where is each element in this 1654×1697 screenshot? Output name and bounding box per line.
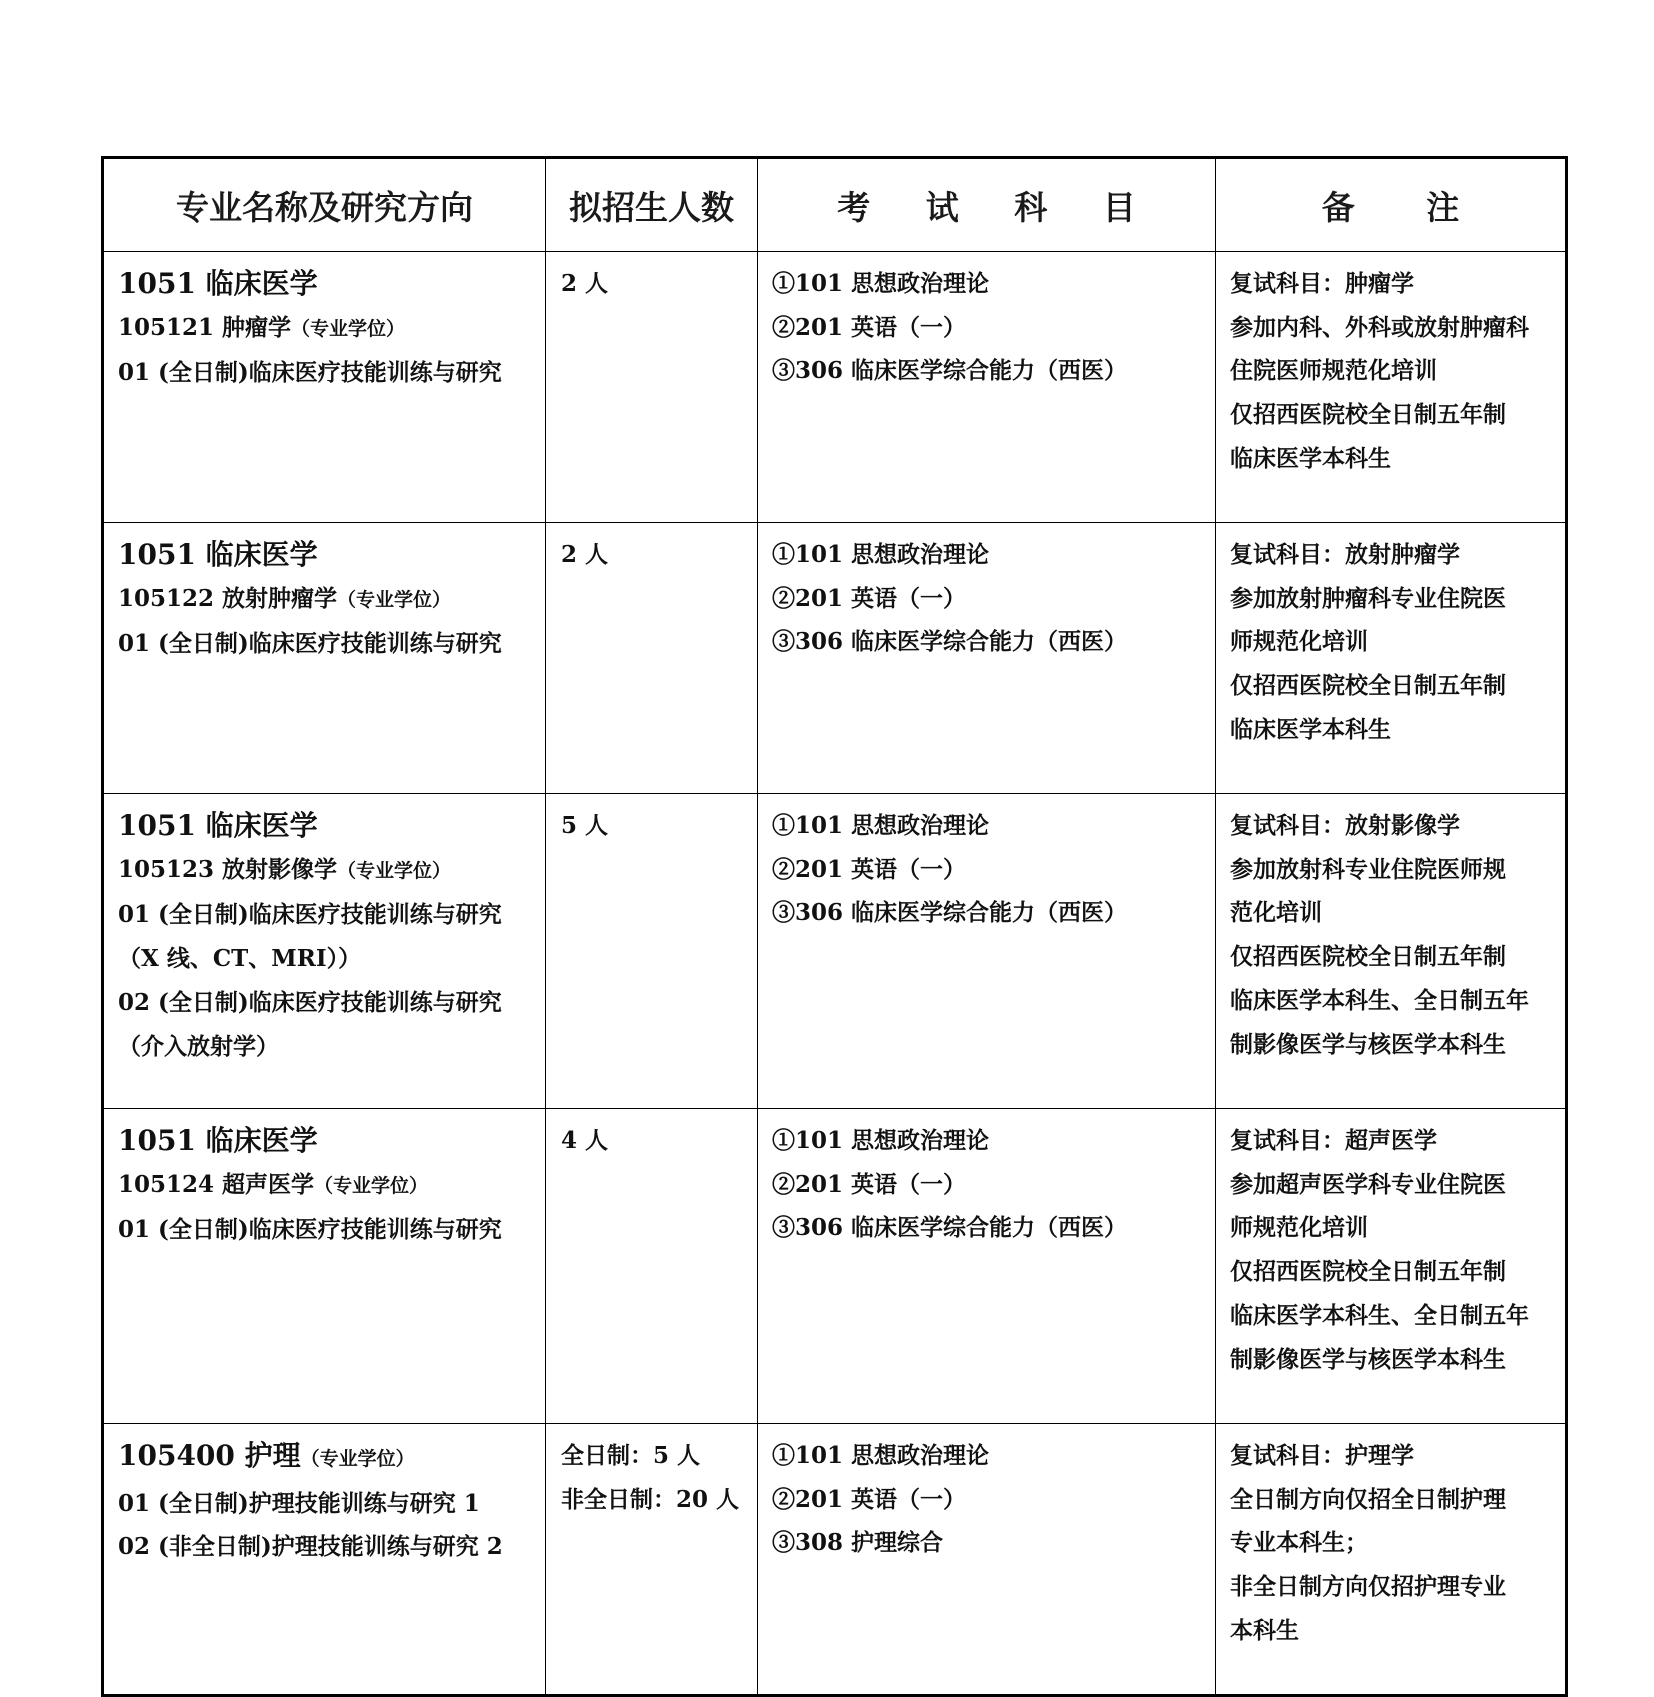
enrollment-count: 全日制：5 人 (561, 1442, 701, 1469)
sub-major: 105121 肿瘤学（专业学位） (118, 313, 406, 341)
exam-subject: ①101 思想政治理论 (772, 812, 990, 839)
enrollment-table (101, 156, 1568, 1697)
header-major: 专业名称及研究方向 (103, 158, 546, 252)
exam-subject: ③308 护理综合 (772, 1529, 944, 1557)
enrollment-count: 2 人 (561, 541, 609, 568)
major-cell (103, 523, 546, 794)
note-line: 仅招西医院校全日制五年制 (1230, 943, 1506, 971)
note-line: 师规范化培训 (1230, 1214, 1368, 1242)
major-title: 1051 临床医学 (118, 1124, 318, 1157)
major-title: 105400 护理（专业学位） (118, 1439, 415, 1472)
direction: 01 (全日制)临床医疗技能训练与研究 (118, 630, 502, 658)
note-line: 参加放射科专业住院医师规 (1230, 855, 1506, 883)
note-line: 仅招西医院校全日制五年制 (1230, 1258, 1506, 1286)
direction: （介入放射学） (118, 1032, 279, 1060)
note-line: 复试科目：放射肿瘤学 (1230, 541, 1460, 568)
table-row (103, 794, 1567, 1109)
enrollment-cell (546, 523, 758, 794)
note-line: 复试科目：超声医学 (1230, 1127, 1437, 1154)
exam-subject: ③306 临床医学综合能力（西医） (772, 899, 1128, 927)
table-header-row (103, 158, 1567, 252)
note-line: 师规范化培训 (1230, 628, 1368, 656)
exam-cell (758, 794, 1216, 1109)
notes-cell (1216, 1424, 1567, 1696)
major-title: 1051 临床医学 (118, 809, 318, 842)
sub-major: 105124 超声医学（专业学位） (118, 1170, 429, 1198)
direction: 01 (全日制)临床医疗技能训练与研究 (118, 359, 502, 387)
note-line: 非全日制方向仅招护理专业 (1230, 1573, 1506, 1601)
note-line: 参加超声医学科专业住院医 (1230, 1170, 1506, 1198)
enrollment-cell (546, 1109, 758, 1424)
note-line: 本科生 (1230, 1616, 1299, 1644)
exam-subject: ③306 临床医学综合能力（西医） (772, 628, 1128, 656)
table-row (103, 1424, 1567, 1696)
major-cell (103, 1109, 546, 1424)
major-title: 1051 临床医学 (118, 267, 318, 300)
notes-cell (1216, 252, 1567, 523)
note-line: 复试科目：护理学 (1230, 1442, 1414, 1469)
note-line: 临床医学本科生 (1230, 715, 1391, 743)
major-cell (103, 794, 546, 1109)
notes-cell (1216, 794, 1567, 1109)
table-row (103, 1109, 1567, 1424)
enrollment-cell (546, 1424, 758, 1696)
note-line: 复试科目：肿瘤学 (1230, 270, 1414, 297)
exam-subject: ③306 临床医学综合能力（西医） (772, 1214, 1128, 1242)
direction: 02 (非全日制)护理技能训练与研究 2 (118, 1533, 503, 1561)
note-line: 仅招西医院校全日制五年制 (1230, 401, 1506, 429)
note-line: 参加放射肿瘤科专业住院医 (1230, 584, 1506, 612)
exam-subject: ①101 思想政治理论 (772, 1442, 990, 1469)
exam-subject: ②201 英语（一） (772, 313, 967, 341)
direction: （X 线、CT、MRI）） (118, 945, 362, 973)
notes-cell (1216, 1109, 1567, 1424)
enrollment-count: 2 人 (561, 270, 609, 297)
note-line: 范化培训 (1230, 899, 1322, 927)
direction: 02 (全日制)临床医疗技能训练与研究 (118, 988, 502, 1016)
note-line: 临床医学本科生、全日制五年 (1230, 1301, 1529, 1329)
major-title: 1051 临床医学 (118, 538, 318, 571)
exam-subject: ②201 英语（一） (772, 584, 967, 612)
notes-cell (1216, 523, 1567, 794)
exam-subject: ①101 思想政治理论 (772, 270, 990, 297)
enrollment-cell (546, 794, 758, 1109)
major-cell (103, 1424, 546, 1696)
note-line: 复试科目：放射影像学 (1230, 812, 1460, 839)
direction: 01 (全日制)临床医疗技能训练与研究 (118, 901, 502, 929)
table-row (103, 252, 1567, 523)
table-row (103, 523, 1567, 794)
exam-subject: ②201 英语（一） (772, 1170, 967, 1198)
exam-subject: ②201 英语（一） (772, 1485, 967, 1513)
header-exam: 考 试 科 目 (758, 158, 1216, 252)
exam-subject: ①101 思想政治理论 (772, 541, 990, 568)
header-enrollment: 拟招生人数 (546, 158, 758, 252)
exam-subject: ①101 思想政治理论 (772, 1127, 990, 1154)
note-line: 参加内科、外科或放射肿瘤科 (1230, 313, 1529, 341)
exam-subject: ③306 临床医学综合能力（西医） (772, 357, 1128, 385)
exam-subject: ②201 英语（一） (772, 855, 967, 883)
major-cell (103, 252, 546, 523)
note-line: 专业本科生； (1230, 1529, 1368, 1557)
enrollment-cell (546, 252, 758, 523)
exam-cell (758, 1424, 1216, 1696)
note-line: 临床医学本科生、全日制五年 (1230, 986, 1529, 1014)
sub-major: 105123 放射影像学（专业学位） (118, 855, 452, 883)
note-line: 临床医学本科生 (1230, 444, 1391, 472)
note-line: 仅招西医院校全日制五年制 (1230, 672, 1506, 700)
exam-cell (758, 523, 1216, 794)
enrollment-count: 非全日制：20 人 (561, 1485, 740, 1513)
note-line: 制影像医学与核医学本科生 (1230, 1345, 1506, 1373)
enrollment-count: 5 人 (561, 812, 609, 839)
exam-cell (758, 1109, 1216, 1424)
enrollment-count: 4 人 (561, 1127, 609, 1154)
note-line: 制影像医学与核医学本科生 (1230, 1030, 1506, 1058)
direction: 01 (全日制)临床医疗技能训练与研究 (118, 1216, 502, 1244)
direction: 01 (全日制)护理技能训练与研究 1 (118, 1489, 480, 1517)
sub-major: 105122 放射肿瘤学（专业学位） (118, 584, 452, 612)
note-line: 住院医师规范化培训 (1230, 357, 1437, 385)
header-notes: 备 注 (1216, 158, 1567, 252)
exam-cell (758, 252, 1216, 523)
note-line: 全日制方向仅招全日制护理 (1230, 1485, 1506, 1513)
